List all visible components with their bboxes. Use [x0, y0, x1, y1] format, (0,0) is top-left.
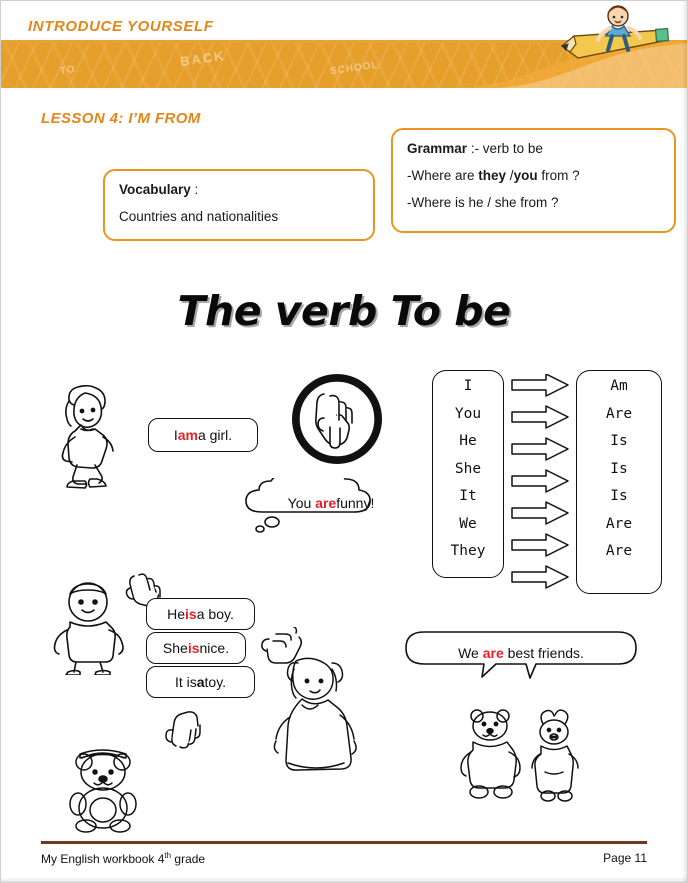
vocabulary-colon: : — [194, 182, 199, 197]
grammar-subtitle: :- verb to be — [470, 141, 543, 156]
page-header — [0, 0, 688, 88]
it-speech-bubble — [146, 666, 255, 698]
bubble-girl-post: a girl. — [197, 427, 233, 443]
lesson-title: LESSON 4: I’M FROM — [41, 110, 201, 127]
bubble-it-post: toy. — [204, 674, 227, 690]
grammar-line-1 — [407, 168, 660, 185]
grammar-line1-bold-you: you — [513, 167, 538, 183]
bubble-friends-highlight: are — [482, 645, 504, 661]
pronoun-item: I — [463, 378, 473, 394]
footer-grade-tail: grade — [171, 852, 206, 866]
footer-divider — [41, 841, 647, 844]
bubble-friends-pre: We — [458, 645, 483, 661]
bubble-she-highlight: is — [187, 640, 200, 656]
bubble-he-post: a boy. — [196, 606, 234, 622]
texture-word-school: SCHOOL — [329, 59, 380, 78]
cloud-bubble-text — [258, 495, 404, 511]
bubble-he-highlight: is — [185, 606, 197, 622]
she-speech-bubble — [146, 632, 246, 664]
grammar-label: Grammar — [407, 141, 468, 156]
bubble-it-highlight: a — [196, 674, 205, 690]
grammar-line1-mid: / — [506, 167, 514, 183]
bubble-cloud-pre: You — [287, 495, 316, 511]
pronoun-item: We — [459, 515, 477, 532]
bubble-he-pre: He — [167, 606, 186, 622]
pencil-kid-icon — [552, 0, 682, 70]
verb-column — [576, 370, 662, 594]
verb-item: Are — [605, 405, 633, 422]
verb-item: Is — [610, 488, 628, 504]
page-shadow-right — [682, 0, 688, 883]
grammar-heading — [407, 141, 660, 158]
grammar-line1-post: from ? — [537, 167, 580, 183]
friends-bubble-text — [410, 645, 632, 661]
vocabulary-heading — [119, 182, 359, 199]
pooh-and-piglet-icon — [455, 700, 581, 810]
vocabulary-content: Countries and nationalities — [119, 208, 279, 224]
bubble-cloud-highlight: are — [315, 495, 337, 511]
grammar-line1-bold-they: they — [478, 167, 507, 183]
vocabulary-box — [103, 169, 375, 241]
footer-left-text — [41, 851, 205, 866]
verb-item: Are — [605, 543, 633, 559]
verb-item: Is — [610, 460, 628, 477]
pronoun-item: She — [454, 460, 482, 477]
arrow-column — [510, 374, 574, 600]
footer-page-number: Page 11 — [603, 851, 647, 865]
pointing-hand-up-icon — [160, 690, 204, 752]
bubble-girl-pre: I — [173, 427, 178, 443]
vocabulary-label: Vocabulary — [119, 182, 191, 197]
texture-word-to: TO — [59, 63, 77, 78]
grammar-line1-pre: -Where are — [407, 167, 479, 183]
girl-figure-icon — [55, 385, 150, 490]
bubble-she-post: nice. — [199, 640, 230, 656]
texture-word-back: BACK — [179, 47, 227, 70]
bubble-it-pre: It is — [174, 674, 197, 690]
big-heading: The verb To be — [177, 287, 511, 335]
pronoun-item: You — [454, 405, 482, 422]
pronoun-item: He — [459, 433, 477, 449]
verb-item: Is — [610, 433, 628, 449]
page-shadow-bottom — [0, 877, 688, 883]
boy-figure-icon — [46, 578, 136, 675]
he-speech-bubble — [146, 598, 255, 630]
bubble-cloud-post: funny! — [336, 495, 375, 511]
verb-item: Are — [605, 515, 633, 532]
teddy-bear-icon — [58, 742, 150, 834]
pronoun-column — [432, 370, 504, 578]
pronoun-item: They — [450, 543, 486, 559]
grammar-box — [391, 128, 676, 233]
verb-item: Am — [610, 378, 628, 394]
footer-book-title: My English workbook 4 — [41, 852, 165, 866]
pointing-hand-icon — [290, 372, 384, 466]
bubble-she-pre: She — [162, 640, 188, 656]
girl-speech-bubble — [148, 418, 258, 452]
princess-figure-icon — [262, 655, 372, 785]
bubble-girl-highlight: am — [177, 427, 198, 443]
page-title: INTRODUCE YOURSELF — [28, 18, 214, 35]
pronoun-item: It — [459, 488, 477, 504]
grammar-line-2: -Where is he / she from ? — [407, 194, 559, 210]
footer-ordinal-suffix: th — [164, 851, 172, 860]
bubble-friends-post: best friends. — [503, 645, 584, 661]
